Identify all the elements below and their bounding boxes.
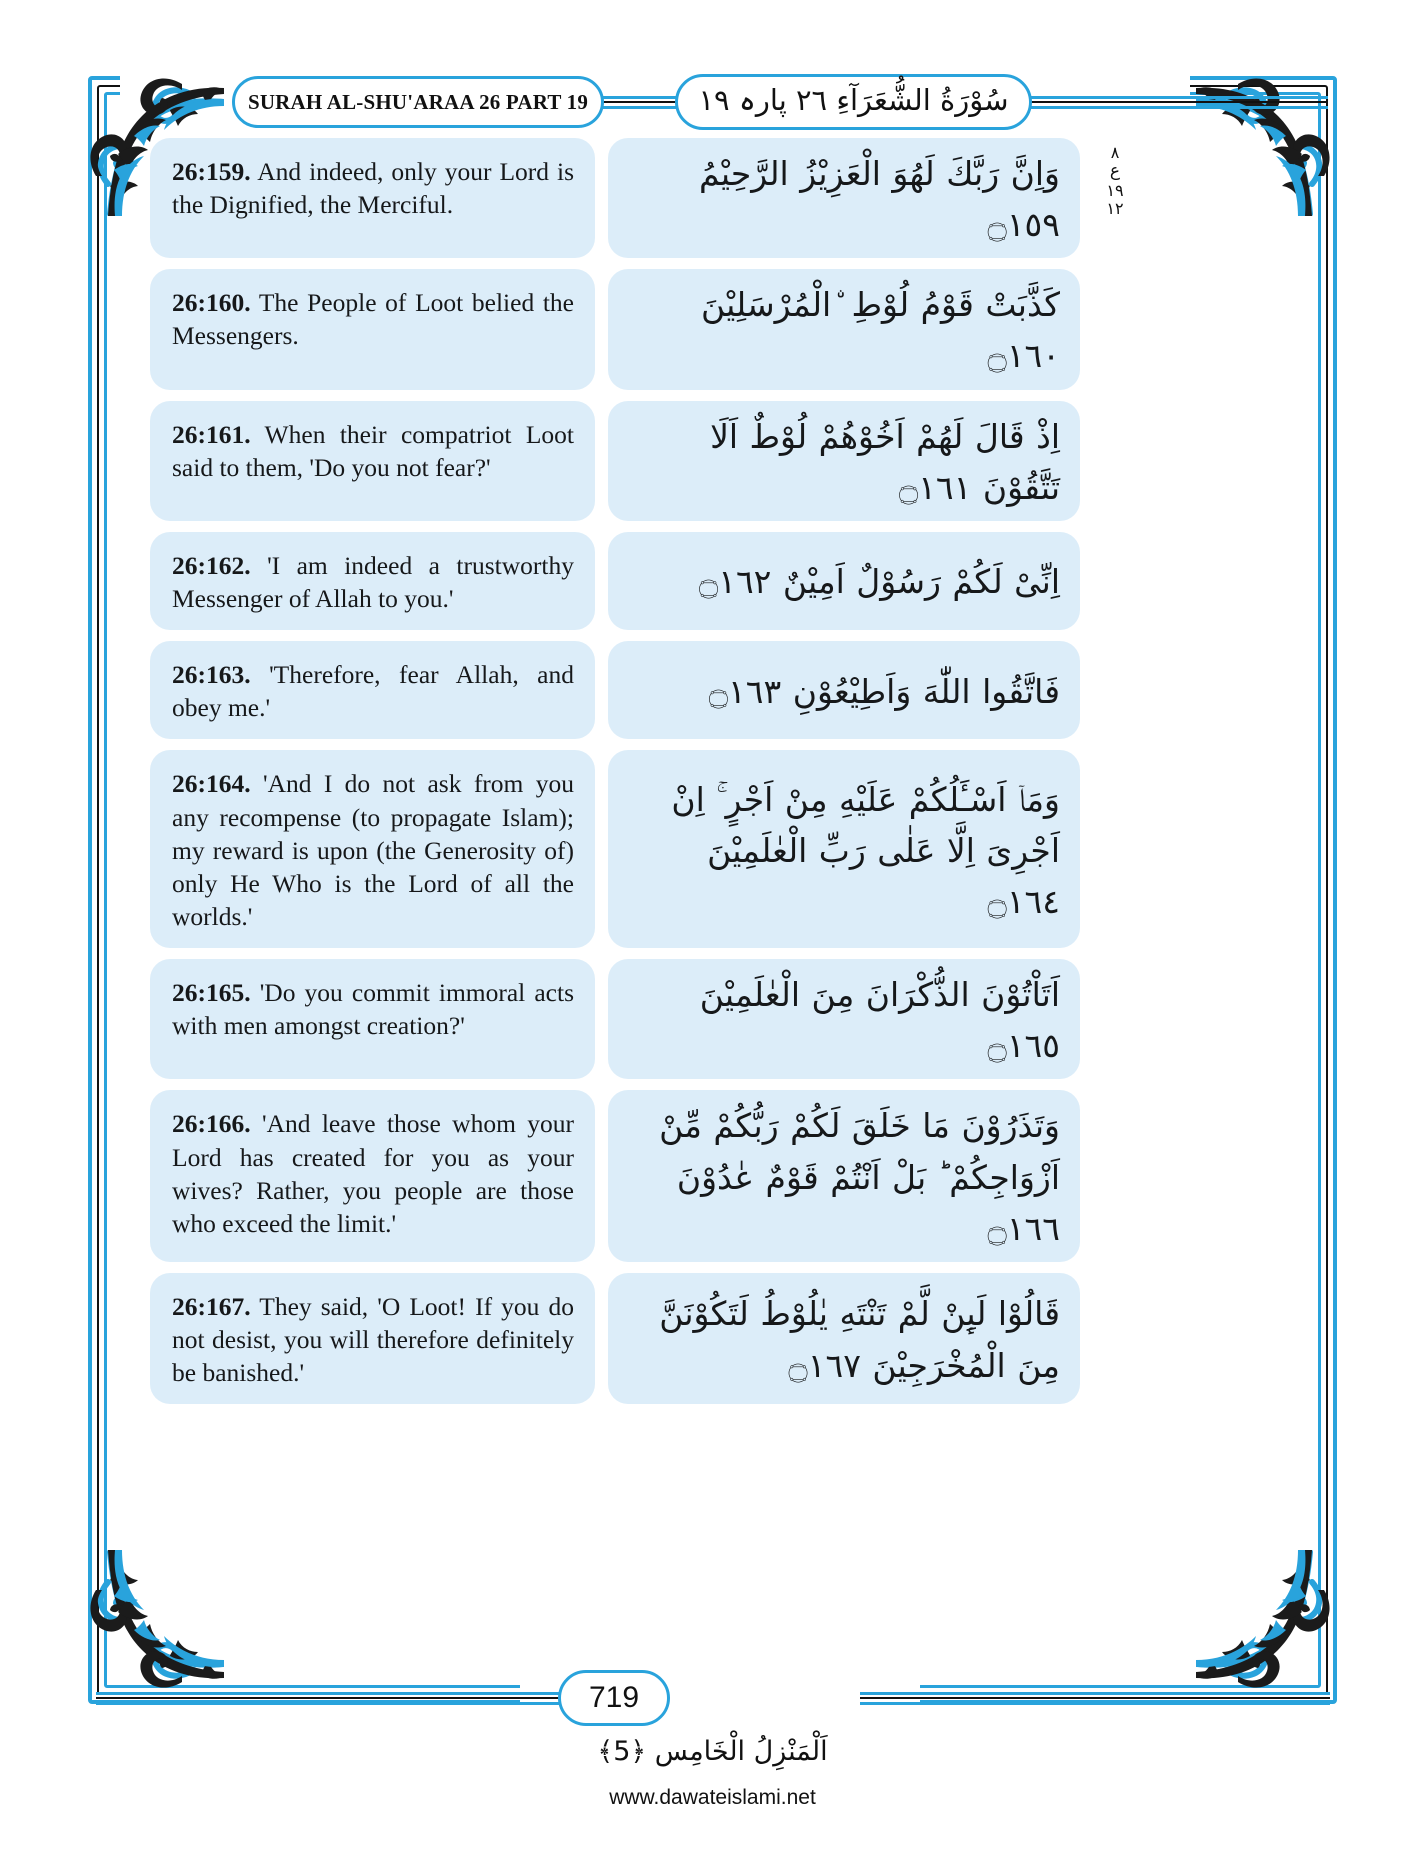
footer-rail-right <box>860 1692 1330 1705</box>
surah-title-english: SURAH AL-SHU'ARAA 26 PART 19 <box>247 89 589 114</box>
verse-row <box>150 138 1080 258</box>
surah-title-english-capsule <box>232 76 604 128</box>
verse-english-text <box>172 976 574 1042</box>
verse-english-block <box>150 1090 595 1261</box>
verse-row <box>150 1273 1080 1404</box>
verse-english-block <box>150 750 595 948</box>
verse-arabic-block <box>608 641 1080 739</box>
website-label: www.dawateislami.net <box>609 1786 816 1809</box>
verse-arabic-block <box>608 532 1080 630</box>
surah-title-arabic: سُوْرَةُ الشُّعَرَآءِ ٢٦ پارہ ١٩ <box>698 82 1009 117</box>
verse-english-text <box>172 1290 574 1389</box>
verse-reference: 26:161. <box>172 419 251 449</box>
ruku-marker-number-top: ٨ <box>1110 143 1120 162</box>
verse-english-body: The People of Loot belied the Messengers. <box>172 288 574 351</box>
verse-row <box>150 401 1080 521</box>
verse-arabic-text: اِنِّىْ لَكُمْ رَسُوْلٌ اَمِيْنٌ ۝١٦٢ <box>698 562 1060 602</box>
verse-english-body: 'Do you commit immoral acts with men amongst creation?' <box>172 978 574 1041</box>
verse-arabic-text: فَاتَّقُوا اللّٰهَ وَاَطِيْعُوْنِ ۝١٦٣ <box>708 671 1060 711</box>
verse-english-block <box>150 1273 595 1404</box>
verse-arabic-block <box>608 959 1080 1079</box>
verse-reference: 26:163. <box>172 660 251 690</box>
verse-english-block <box>150 401 595 521</box>
verse-arabic-text: وَمَاۤ اَسْـَٔلُكُمْ عَلَيْهِ مِنْ اَجْرٍ ۚ اِنْ اَجْرِىَ اِلَّا عَلٰى رَبِّ الْعٰلَمِيْنَ ۝١٦٤ <box>671 779 1060 921</box>
verse-english-block <box>150 959 595 1079</box>
verse-arabic-block <box>608 1273 1080 1404</box>
verse-reference: 26:160. <box>172 288 251 318</box>
verse-english-text <box>172 658 574 724</box>
header-rail-middle <box>600 96 678 109</box>
verse-arabic-text: اِذْ قَالَ لَهُمْ اَخُوْهُمْ لُوْطٌ اَلَا تَتَّقُوْنَ ۝١٦١ <box>710 416 1060 507</box>
verse-english-body: They said, 'O Loot! If you do not desist, you will therefore definitely be banished.' <box>172 1291 574 1388</box>
ruku-marker-ain: ع <box>1109 161 1121 182</box>
verse-reference: 26:167. <box>172 1291 251 1321</box>
verse-arabic-block <box>608 138 1080 258</box>
verse-english-body: 'Therefore, fear Allah, and obey me.' <box>172 660 574 723</box>
verse-english-block <box>150 269 595 389</box>
verse-english-text <box>172 549 574 615</box>
verse-row <box>150 959 1080 1079</box>
verse-english-body: 'I am indeed a trustworthy Messenger of Allah to you.' <box>172 550 574 613</box>
ruku-marker-number-bottom: ١٢ <box>1106 199 1124 219</box>
verse-row <box>150 750 1080 948</box>
verse-arabic-block <box>608 1090 1080 1261</box>
verse-english-body: And indeed, only your Lord is the Dignified, the Merciful. <box>172 157 574 220</box>
verse-arabic-text: كَذَّبَتْ قَوْمُ لُوْطِ ۨالْمُرْسَلِيْنَ ۝١٦٠ <box>701 285 1060 376</box>
page-number: 719 <box>588 1681 640 1714</box>
verse-english-block <box>150 138 595 258</box>
ruku-margin-markers <box>1098 144 1132 219</box>
verse-english-block <box>150 532 595 630</box>
footer-rail-left <box>96 1692 566 1705</box>
verse-english-text <box>172 155 574 221</box>
verse-arabic-block <box>608 269 1080 389</box>
verse-row <box>150 532 1080 630</box>
corner-ornament-bottom-right <box>1196 1550 1346 1700</box>
manzil-label: اَلْمَنْزِلُ الْخَامِس ﴿5﴾ <box>597 1736 828 1767</box>
verse-list <box>150 138 1080 1415</box>
verse-reference: 26:159. <box>172 157 251 186</box>
verse-arabic-text: وَاِنَّ رَبَّكَ لَهُوَ الْعَزِيْزُ الرَّحِيْمُ ۝١٥٩ <box>698 154 1060 245</box>
verse-english-body: When their compatriot Loot said to them, 'Do you not fear?' <box>172 419 574 482</box>
verse-reference: 26:165. <box>172 978 251 1008</box>
verse-english-text <box>172 418 574 484</box>
corner-ornament-bottom-left <box>74 1550 224 1700</box>
surah-title-arabic-capsule <box>675 74 1032 130</box>
verse-arabic-block <box>608 750 1080 948</box>
verse-arabic-text: اَتَاْتُوْنَ الذُّكْرَانَ مِنَ الْعٰلَمِيْنَ ۝١٦٥ <box>699 975 1060 1066</box>
verse-english-text <box>172 1107 574 1240</box>
verse-reference: 26:162. <box>172 550 251 580</box>
corner-ornament-top-right <box>1196 66 1346 216</box>
verse-reference: 26:164. <box>172 769 251 799</box>
verse-english-text <box>172 286 574 352</box>
verse-english-block <box>150 641 595 739</box>
verse-row <box>150 1090 1080 1261</box>
verse-english-text <box>172 767 574 933</box>
header-rail-right <box>1028 96 1328 109</box>
page-number-capsule <box>558 1670 670 1726</box>
verse-english-body: 'And leave those whom your Lord has created for you as your wives? Rather, you people are those who exceed the limit.' <box>172 1109 574 1238</box>
verse-arabic-text: وَتَذَرُوْنَ مَا خَلَقَ لَكُمْ رَبُّكُمْ مِّنْ اَزْوَاجِكُمْ ؕ بَلْ اَنْتُمْ قَوْمٌ عٰدُوْنَ ۝١٦٦ <box>659 1106 1060 1248</box>
verse-reference: 26:166. <box>172 1109 251 1139</box>
verse-english-body: 'And I do not ask from you any recompense (to propagate Islam); my reward is upon (the Generosity of) only He Who is the Lord of all the worlds.' <box>172 769 574 931</box>
verse-arabic-text: قَالُوْا لَىِٕنْ لَّمْ تَنْتَهِ يٰلُوْطُ لَتَكُوْنَنَّ مِنَ الْمُخْرَجِيْنَ ۝١٦٧ <box>659 1294 1060 1385</box>
verse-row <box>150 641 1080 739</box>
ruku-marker-part: ١٩ <box>1106 180 1124 200</box>
verse-row <box>150 269 1080 389</box>
verse-arabic-block <box>608 401 1080 521</box>
